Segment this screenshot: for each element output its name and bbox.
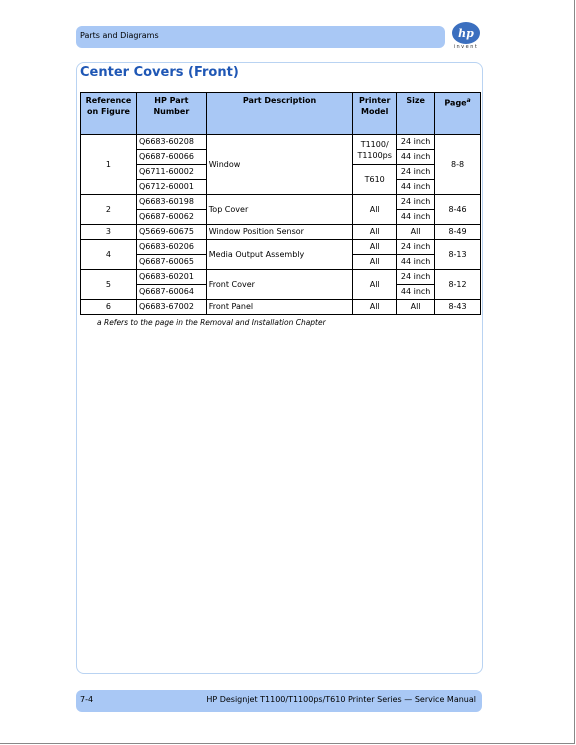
cell-part: Q6683-60208: [136, 135, 206, 150]
cell-ref: 5: [81, 270, 137, 300]
cell-size: 24 inch: [397, 165, 435, 180]
header-description: Part Description: [206, 93, 352, 135]
cell-page: 8-43: [435, 300, 481, 315]
cell-desc: Window: [206, 135, 352, 195]
cell-model: All: [353, 270, 397, 300]
table-row: [81, 225, 481, 240]
page-title: Center Covers (Front): [80, 65, 239, 80]
cell-model: All: [353, 195, 397, 225]
cell-part: Q6687-60066: [136, 150, 206, 165]
section-label: Parts and Diagrams: [80, 31, 159, 40]
cell-part: Q6712-60001: [136, 180, 206, 195]
cell-model: All: [353, 300, 397, 315]
cell-model: T610: [353, 165, 397, 195]
cell-size: 44 inch: [397, 285, 435, 300]
manual-title: HP Designjet T1100/T1100ps/T610 Printer Series — Service Manual: [206, 695, 476, 704]
table-row: [81, 240, 481, 255]
header-page: Page$^a$: [435, 93, 481, 135]
table-row: [81, 195, 481, 210]
header-printer-model: Printer Model: [353, 93, 397, 135]
cell-model: All: [353, 225, 397, 240]
header-reference: Reference on Figure: [81, 93, 137, 135]
cell-model: All: [353, 240, 397, 255]
cell-size: 44 inch: [397, 255, 435, 270]
cell-page: 8-12: [435, 270, 481, 300]
cell-page: 8-46: [435, 195, 481, 225]
cell-part: Q6683-67002: [136, 300, 206, 315]
cell-size: 44 inch: [397, 180, 435, 195]
table-row: [81, 300, 481, 315]
cell-part: Q6683-60201: [136, 270, 206, 285]
page-number: 7-4: [80, 695, 94, 704]
cell-size: 24 inch: [397, 240, 435, 255]
cell-model: All: [353, 255, 397, 270]
cell-ref: 2: [81, 195, 137, 225]
cell-ref: 6: [81, 300, 137, 315]
cell-page: 8-8: [435, 135, 481, 195]
parts-table: [80, 92, 481, 315]
cell-part: Q6683-60206: [136, 240, 206, 255]
cell-part: Q6711-60002: [136, 165, 206, 180]
table-header-row: [81, 93, 481, 135]
cell-part: Q6687-60064: [136, 285, 206, 300]
cell-size: All: [397, 300, 435, 315]
header-size: Size: [397, 93, 435, 135]
cell-desc: Top Cover: [206, 195, 352, 225]
header-bar: [76, 26, 445, 48]
cell-page: 8-49: [435, 225, 481, 240]
cell-part: Q5669-60675: [136, 225, 206, 240]
header-part-number: HP Part Number: [136, 93, 206, 135]
cell-part: Q6687-60062: [136, 210, 206, 225]
cell-ref: 1: [81, 135, 137, 195]
hp-logo-text: hp: [458, 26, 474, 40]
cell-page: 8-13: [435, 240, 481, 270]
cell-desc: Media Output Assembly: [206, 240, 352, 270]
cell-size: 24 inch: [397, 270, 435, 285]
cell-ref: 4: [81, 240, 137, 270]
table-footnote: a Refers to the page in the Removal and Installation Chapter: [97, 318, 326, 327]
cell-model: T1100/ T1100ps: [353, 135, 397, 165]
footer-bar: [76, 690, 482, 712]
cell-size: 44 inch: [397, 210, 435, 225]
table-row: [81, 270, 481, 285]
cell-desc: Front Panel: [206, 300, 352, 315]
cell-size: 24 inch: [397, 195, 435, 210]
cell-size: All: [397, 225, 435, 240]
cell-ref: 3: [81, 225, 137, 240]
cell-part: Q6687-60065: [136, 255, 206, 270]
table-row: [81, 135, 481, 150]
cell-size: 24 inch: [397, 135, 435, 150]
cell-part: Q6683-60198: [136, 195, 206, 210]
hp-tagline: invent: [453, 44, 479, 50]
cell-desc: Front Cover: [206, 270, 352, 300]
cell-desc: Window Position Sensor: [206, 225, 352, 240]
cell-size: 44 inch: [397, 150, 435, 165]
hp-logo-icon: [452, 22, 480, 44]
